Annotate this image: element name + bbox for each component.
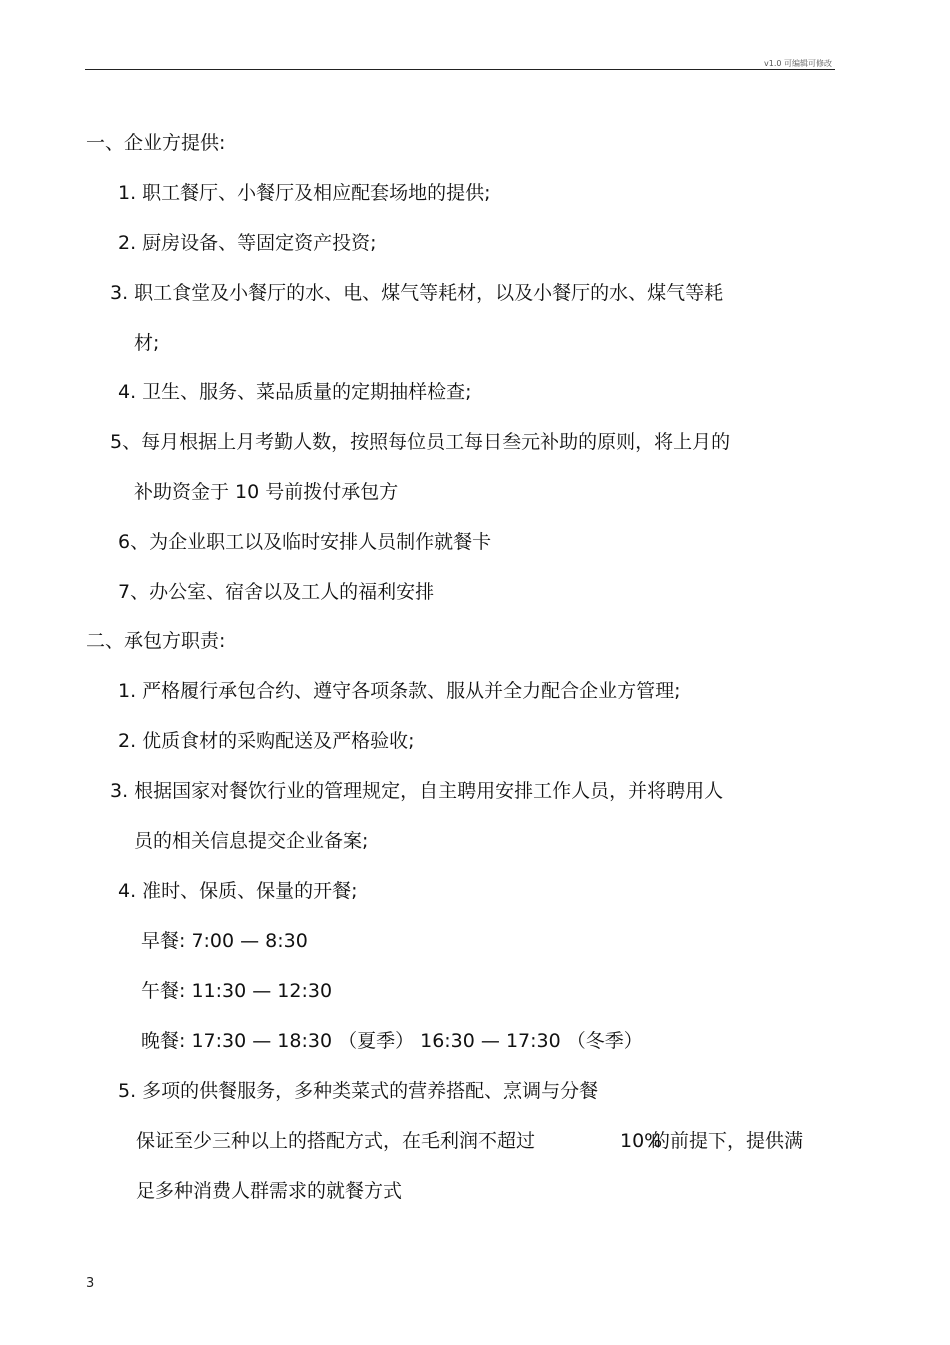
version-note: v1.0 可编辑可修改	[764, 59, 832, 68]
list-item: 5、每月根据上月考勤人数，按照每位员工每日叁元补助的原则，将上月的	[110, 431, 731, 453]
list-item: 1. 职工餐厅、小餐厅及相应配套场地的提供;	[118, 182, 491, 204]
list-item: 1. 严格履行承包合约、遵守各项条款、服从并全力配合企业方管理;	[118, 680, 681, 702]
header-rule	[85, 69, 835, 70]
list-item: 7、办公室、宿舍以及工人的福利安排	[118, 581, 435, 603]
meal-time-breakfast: 早餐: 7:00 — 8:30	[141, 930, 308, 952]
list-item-continuation: 员的相关信息提交企业备案;	[134, 830, 369, 852]
list-item-continuation: 材;	[134, 332, 160, 354]
list-item-continuation: 足多种消费人群需求的就餐方式	[136, 1180, 403, 1202]
meal-time-dinner: 晚餐: 17:30 — 18:30 （夏季） 16:30 — 17:30 （冬季）	[141, 1030, 643, 1052]
list-item-continuation: 补助资金于 10 号前拨付承包方	[134, 481, 399, 503]
list-item: 4. 准时、保质、保量的开餐;	[118, 880, 358, 902]
list-item: 6、为企业职工以及临时安排人员制作就餐卡	[118, 531, 492, 553]
list-item: 3. 职工食堂及小餐厅的水、电、煤气等耗材，以及小餐厅的水、煤气等耗	[110, 282, 724, 304]
meal-time-lunch: 午餐: 11:30 — 12:30	[141, 980, 333, 1002]
section-heading-enterprise: 一、企业方提供:	[86, 132, 226, 154]
list-item: 3. 根据国家对餐饮行业的管理规定，自主聘用安排工作人员，并将聘用人	[110, 780, 724, 802]
list-item-continuation: 保证至少三种以上的搭配方式，在毛利润不超过	[136, 1130, 536, 1152]
section-heading-contractor: 二、承包方职责:	[86, 630, 226, 652]
list-item-continuation: 的前提下，提供满	[651, 1130, 804, 1152]
list-item: 2. 优质食材的采购配送及严格验收;	[118, 730, 415, 752]
list-item: 5. 多项的供餐服务，多种类菜式的营养搭配、烹调与分餐	[118, 1080, 599, 1102]
page-number: 3	[86, 1276, 95, 1291]
list-item: 2. 厨房设备、等固定资产投资;	[118, 232, 377, 254]
list-item: 4. 卫生、服务、菜品质量的定期抽样检查;	[118, 381, 472, 403]
percent-value: 10%	[620, 1130, 663, 1152]
